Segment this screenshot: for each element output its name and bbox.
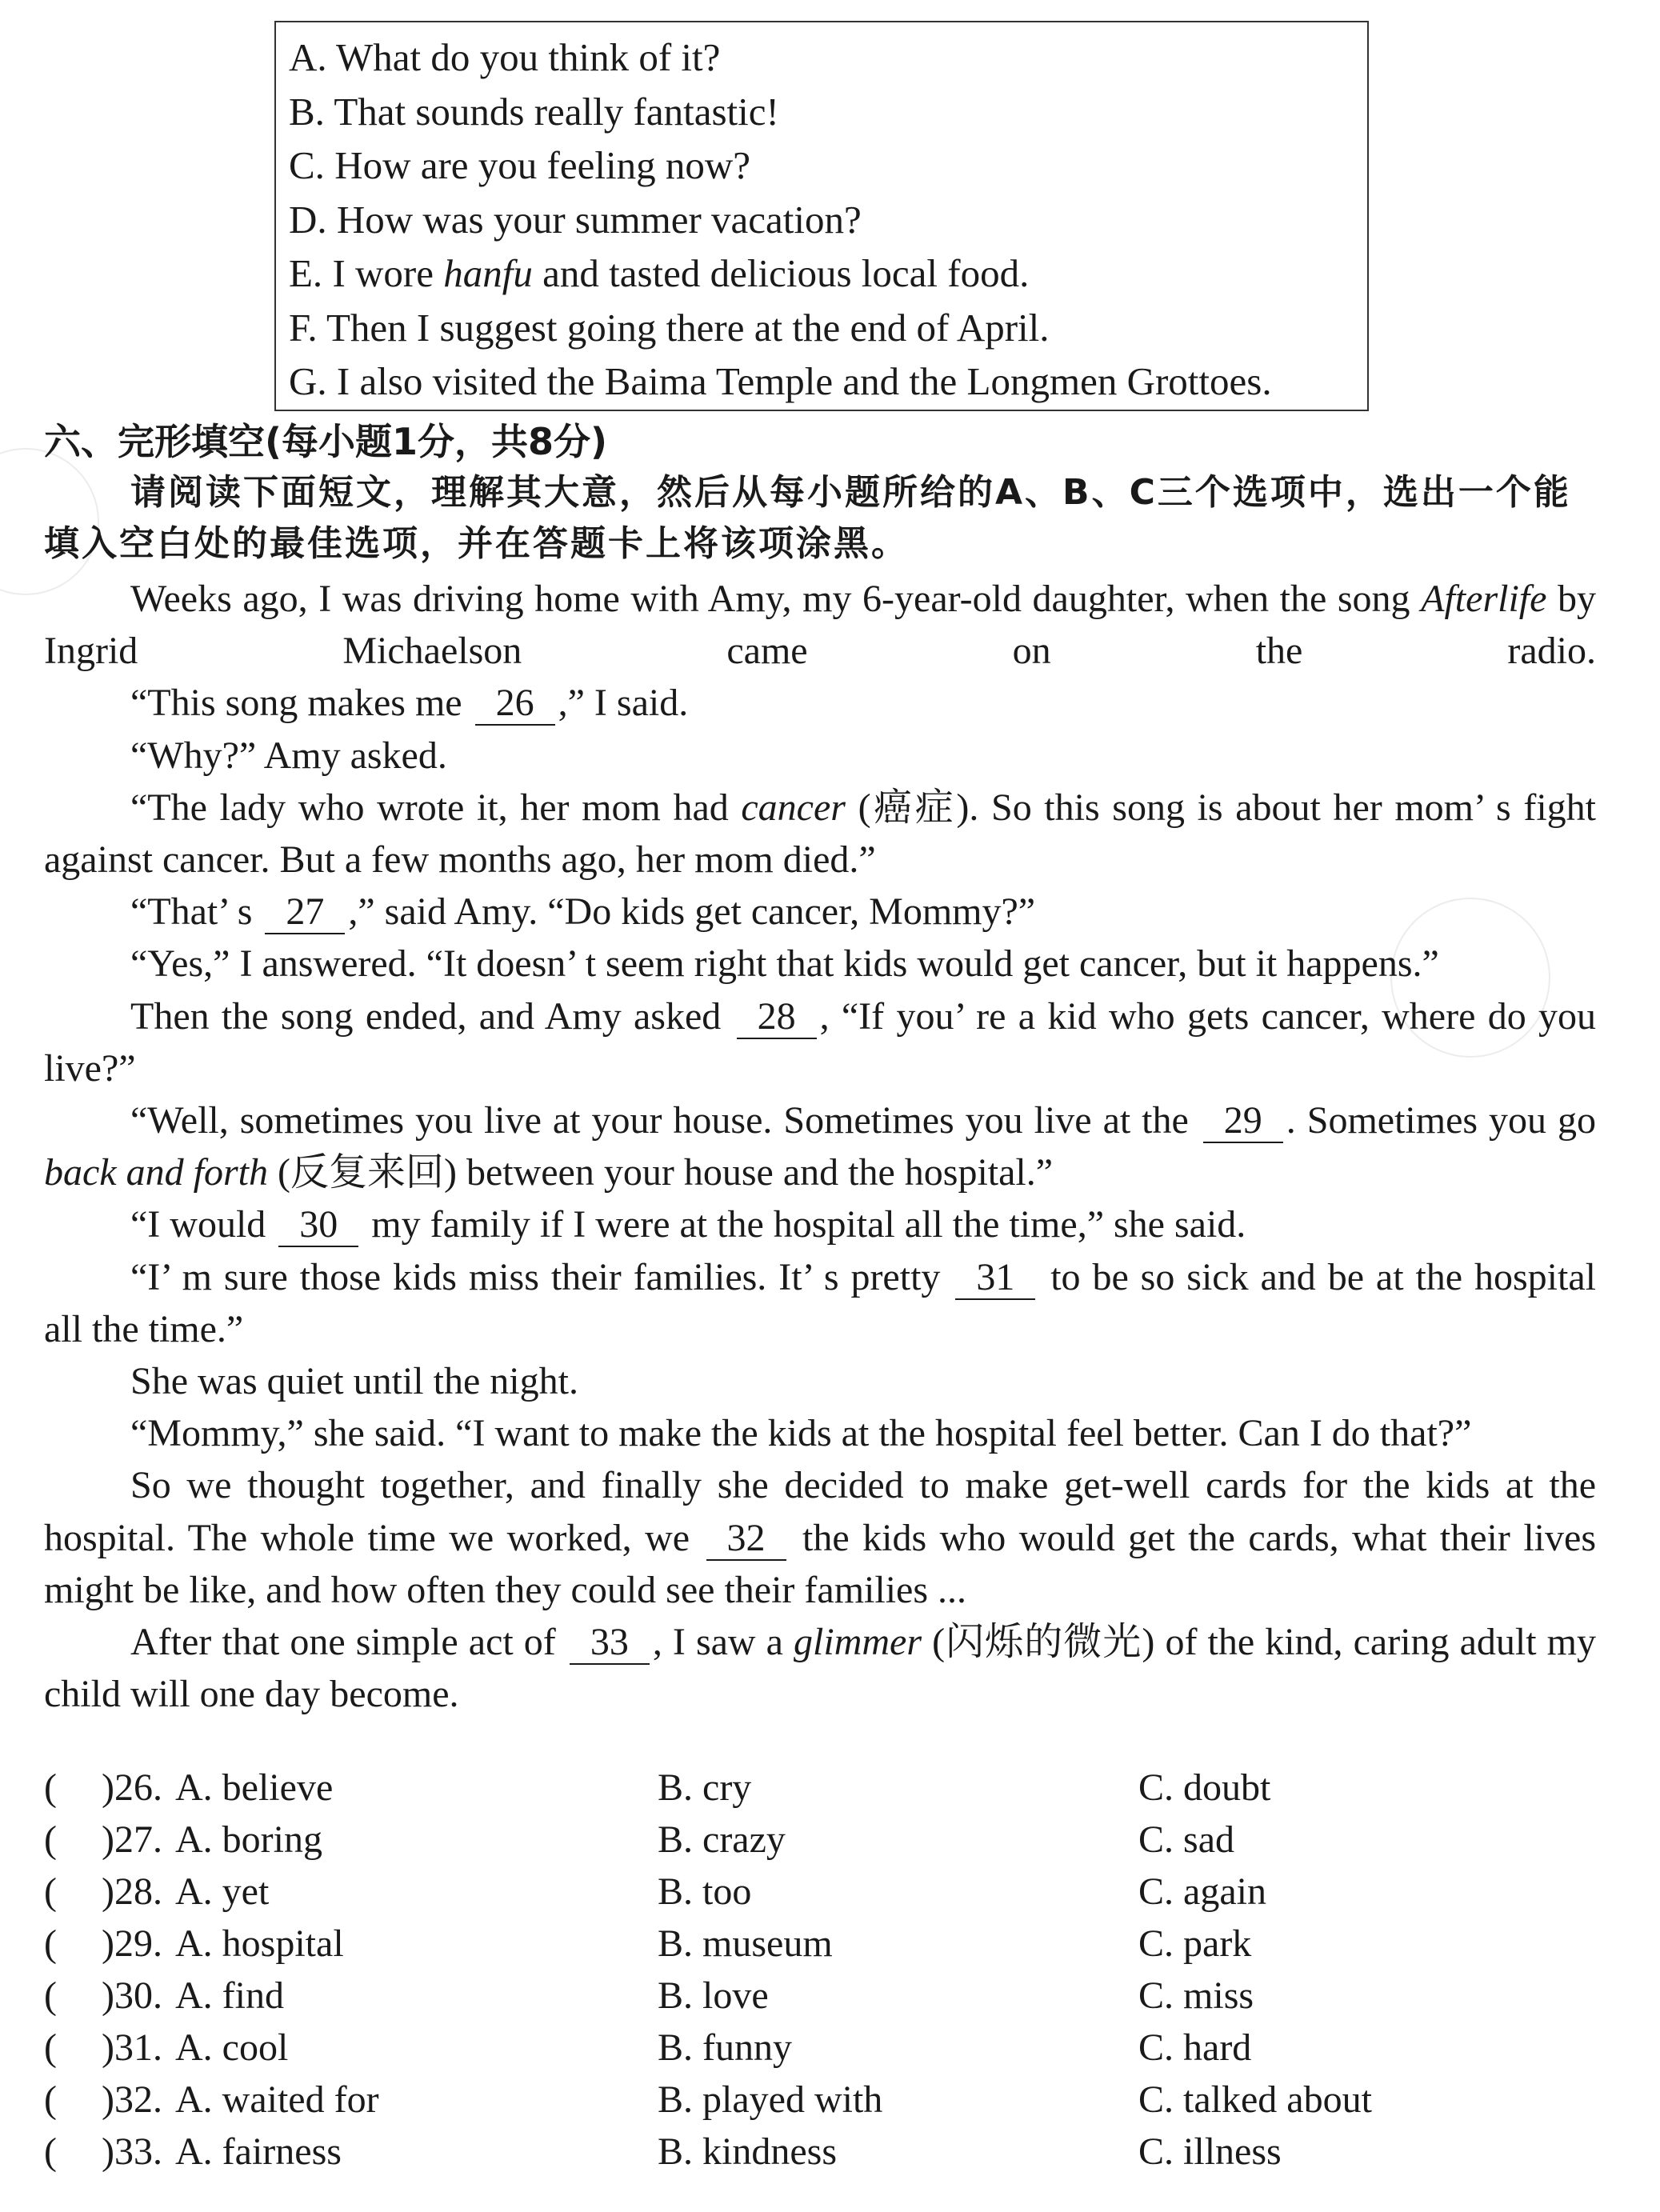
option-text: and tasted delicious local food. [532,251,1030,295]
choice-a: A. waited for [175,2078,379,2121]
paragraph-10 [44,1251,1596,1355]
text-run: Then the song ended, and Amy asked [130,994,734,1038]
text-run: to be so sick and be at the hospital all the time.” [44,1255,1596,1350]
blank-33: 33 [570,1622,650,1665]
question-32 [44,2074,1596,2126]
choice-b: B. played with [658,2078,883,2121]
question-29 [44,1918,1596,1970]
text-run: . Sometimes you go [1286,1099,1596,1142]
option-d [289,193,1367,247]
option-text: Then I suggest going there at the end of April. [326,305,1050,350]
text-run: So we thought together, and finally she decided to make get-well cards for the kids at the hospital. The whole time we worked, we [44,1464,1596,1559]
choice-c: C. talked about [1138,2078,1372,2121]
paragraph-12: “Mommy,” she said. “I want to make the kids at the hospital feel better. Can I do that?” [130,1412,1472,1455]
text-run: “I would [130,1203,276,1246]
text-run: Weeks ago, I was driving home with Amy, my 6-year-old daughter, when the song [130,578,1422,620]
text-run: ,” said Amy. “Do kids get cancer, Mommy?” [348,890,1036,934]
question-number: )29. [102,1922,162,1965]
question-27 [44,1814,1596,1866]
question-28 [44,1866,1596,1918]
choice-a: A. yet [175,1870,270,1913]
choice-c: C. illness [1138,2130,1282,2173]
text-run: (反复来回) between your house and the hospital.” [267,1151,1054,1194]
answer-paren[interactable]: ( [44,2130,57,2173]
option-letter: G. [289,359,327,403]
choice-b: B. museum [658,1922,833,1965]
option-letter: B. [289,89,325,134]
song-title: Afterlife [1421,578,1547,620]
choice-a: A. hospital [175,1922,344,1965]
choice-c: C. hard [1138,2026,1252,2069]
option-c [289,138,1367,193]
paragraph-2 [44,677,1596,729]
text-run: , “If you’ re a kid who gets cancer, where do you live?” [44,994,1596,1090]
option-text: How was your summer vacation? [336,197,862,242]
answer-paren[interactable]: ( [44,1818,57,1861]
question-number: )33. [102,2130,162,2173]
choice-c: C. park [1138,1922,1252,1965]
question-number: )30. [102,1974,162,2017]
option-text: I wore [332,251,444,295]
answer-paren[interactable]: ( [44,1974,57,2017]
answer-paren[interactable]: ( [44,2026,57,2069]
choice-b: B. too [658,1870,752,1913]
text-run: After that one simple act of [130,1621,566,1664]
text-run: (癌症). So this song is about her mom’ s fight against cancer. But a few months ago, her mom died.” [44,786,1596,882]
paragraph-7 [44,990,1596,1094]
option-e [289,246,1367,301]
question-number: )27. [102,1818,162,1861]
section-instructions: 请阅读下面短文，理解其大意，然后从每小题所给的A、B、C三个选项中，选出一个能填入空白处的最佳选项，并在答题卡上将该项涂黑。 [44,472,1571,564]
question-31 [44,2022,1596,2074]
text-run: (闪烁的微光) of the kind, caring adult my child will one day become. [44,1621,1596,1716]
choice-a: A. find [175,1974,284,2017]
question-26 [44,1762,1596,1814]
paragraph-9 [44,1198,1596,1250]
option-italic-word: hanfu [443,251,533,295]
question-30 [44,1970,1596,2022]
blank-27: 27 [265,891,345,934]
paragraph-1 [44,573,1596,677]
blank-32: 32 [706,1518,786,1561]
text-run: “I’ m sure those kids miss their families. It’ s pretty [130,1255,953,1298]
text-run: “This song makes me [130,682,472,725]
text-run: by Ingrid Michaelson came on the radio. [44,578,1597,673]
choice-c: C. again [1138,1870,1266,1913]
blank-31: 31 [955,1257,1035,1300]
text-run: ,” I said. [558,682,689,725]
blank-28: 28 [737,996,817,1039]
choice-c: C. doubt [1138,1766,1271,1809]
paragraph-13 [44,1459,1596,1616]
choice-b: B. funny [658,2026,792,2069]
text-run: my family if I were at the hospital all the time,” she said. [362,1203,1246,1246]
choice-c: C. sad [1138,1818,1234,1861]
choice-a: A. believe [175,1766,334,1809]
choice-a: A. boring [175,1818,322,1861]
paragraph-8 [44,1094,1596,1198]
italic-word: cancer [741,786,846,829]
paragraph-5 [44,886,1596,938]
paragraph-4 [44,782,1596,886]
text-run: “That’ s [130,890,262,934]
option-text: What do you think of it? [336,35,721,79]
blank-26: 26 [475,682,555,726]
answer-paren[interactable]: ( [44,1766,57,1809]
blank-29: 29 [1203,1100,1283,1143]
choice-b: B. love [658,1974,769,2017]
answer-paren[interactable]: ( [44,1922,57,1965]
text-run: , I saw a [652,1621,794,1664]
question-number: )26. [102,1766,162,1809]
choice-b: B. crazy [658,1818,786,1861]
paragraph-6: “Yes,” I answered. “It doesn’ t seem right that kids would get cancer, but it happens.” [130,942,1439,986]
question-number: )31. [102,2026,162,2069]
paragraph-14 [44,1616,1596,1720]
section-title: 六、完形填空(每小题1分，共8分) [44,420,608,463]
italic-word: glimmer [794,1621,922,1664]
blank-30: 30 [278,1204,358,1247]
option-letter: D. [289,197,327,242]
option-text: I also visited the Baima Temple and the Longmen Grottoes. [336,359,1272,403]
option-text: How are you feeling now? [334,143,750,187]
option-f [289,301,1367,355]
choice-b: B. cry [658,1766,752,1809]
option-b [289,85,1367,139]
option-a [289,30,1367,85]
choice-b: B. kindness [658,2130,838,2173]
answer-options-box [274,21,1369,411]
option-letter: A. [289,35,327,79]
text-run: the kids who would get the cards, what their lives might be like, and how often they could see their families ... [44,1516,1596,1611]
choice-c: C. miss [1138,1974,1254,2017]
option-letter: C. [289,143,325,187]
choice-a: A. cool [175,2026,289,2069]
question-number: )28. [102,1870,162,1913]
option-text: That sounds really fantastic! [334,89,779,134]
cloze-passage [44,573,1596,1720]
question-number: )32. [102,2078,162,2121]
paragraph-3: “Why?” Amy asked. [130,734,447,777]
text-run: “Well, sometimes you live at your house. Sometimes you live at the [130,1099,1200,1142]
option-g [289,354,1367,409]
text-run: “The lady who wrote it, her mom had [130,786,742,829]
answer-paren[interactable]: ( [44,1870,57,1913]
answer-paren[interactable]: ( [44,2078,57,2121]
option-letter: F. [289,305,318,350]
italic-phrase: back and forth [44,1151,268,1194]
question-33 [44,2126,1596,2178]
option-letter: E. [289,251,323,295]
choice-a: A. fairness [175,2130,342,2173]
paragraph-11: She was quiet until the night. [130,1360,578,1403]
